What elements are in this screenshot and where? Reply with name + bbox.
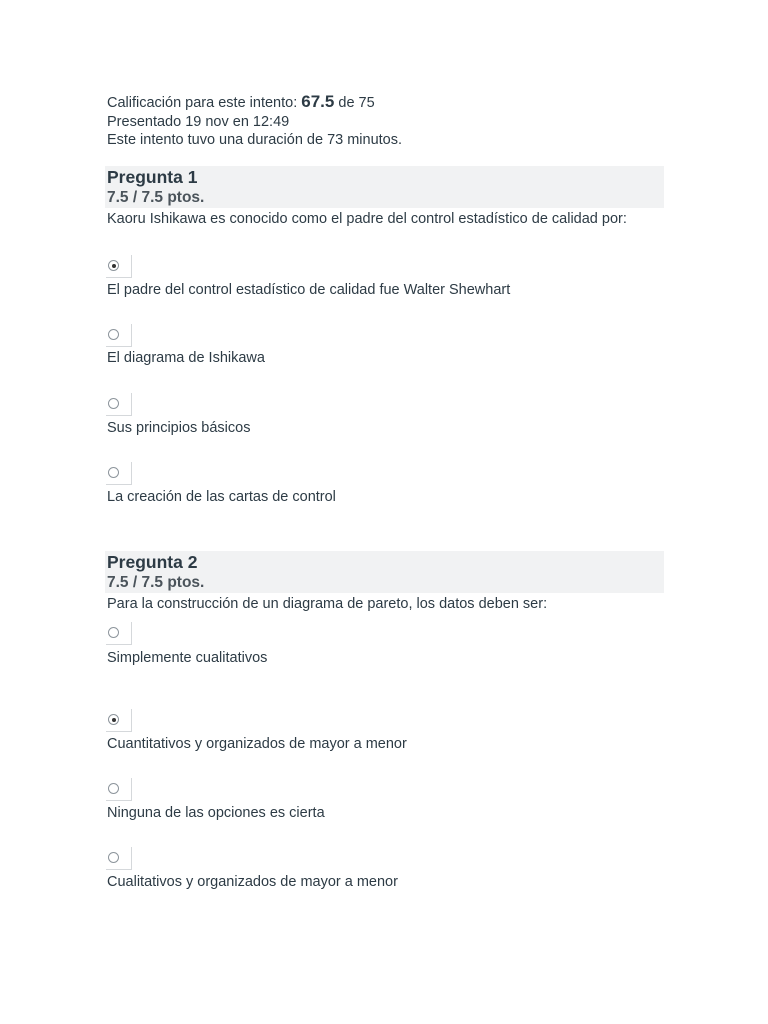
answer-label: Sus principios básicos <box>107 420 251 436</box>
radio-unchecked-icon <box>108 329 119 340</box>
question-text: Kaoru Ishikawa es conocido como el padre del control estadístico de calidad por: <box>107 211 627 227</box>
question-header <box>105 166 664 208</box>
question-points: 7.5 / 7.5 ptos. <box>107 574 205 591</box>
radio-checked-icon <box>108 714 119 725</box>
answer-radio[interactable] <box>106 622 132 645</box>
answer-label: La creación de las cartas de control <box>107 489 336 505</box>
radio-unchecked-icon <box>108 783 119 794</box>
question-header <box>105 551 664 593</box>
radio-unchecked-icon <box>108 398 119 409</box>
answer-label: Simplemente cualitativos <box>107 650 268 666</box>
score-total: de 75 <box>338 95 375 111</box>
score-label: Calificación para este intento: <box>107 95 298 111</box>
score-value: 67.5 <box>301 92 335 111</box>
answer-radio[interactable] <box>106 709 132 732</box>
answer-radio[interactable] <box>106 462 132 485</box>
submitted-date: Presentado 19 nov en 12:49 <box>107 113 290 130</box>
answer-radio[interactable] <box>106 255 132 278</box>
question-points: 7.5 / 7.5 ptos. <box>107 189 205 206</box>
answer-radio[interactable] <box>106 393 132 416</box>
radio-unchecked-icon <box>108 627 119 638</box>
question-title: Pregunta 2 <box>107 552 198 572</box>
score-line <box>107 93 402 113</box>
attempt-duration: Este intento tuvo una duración de 73 minutos. <box>107 132 403 148</box>
answer-radio[interactable] <box>106 847 132 870</box>
answer-label: El diagrama de Ishikawa <box>107 350 265 366</box>
answer-label: Cualitativos y organizados de mayor a menor <box>107 874 398 890</box>
question-text: Para la construcción de un diagrama de pareto, los datos deben ser: <box>107 596 548 612</box>
radio-checked-icon <box>108 260 119 271</box>
answer-radio[interactable] <box>106 324 132 347</box>
attempt-summary <box>107 93 402 150</box>
question-title: Pregunta 1 <box>107 167 198 187</box>
answer-label: Cuantitativos y organizados de mayor a menor <box>107 736 407 752</box>
radio-unchecked-icon <box>108 852 119 863</box>
radio-unchecked-icon <box>108 467 119 478</box>
answer-radio[interactable] <box>106 778 132 801</box>
answer-label: El padre del control estadístico de calidad fue Walter Shewhart <box>107 282 511 298</box>
answer-label: Ninguna de las opciones es cierta <box>107 805 325 821</box>
